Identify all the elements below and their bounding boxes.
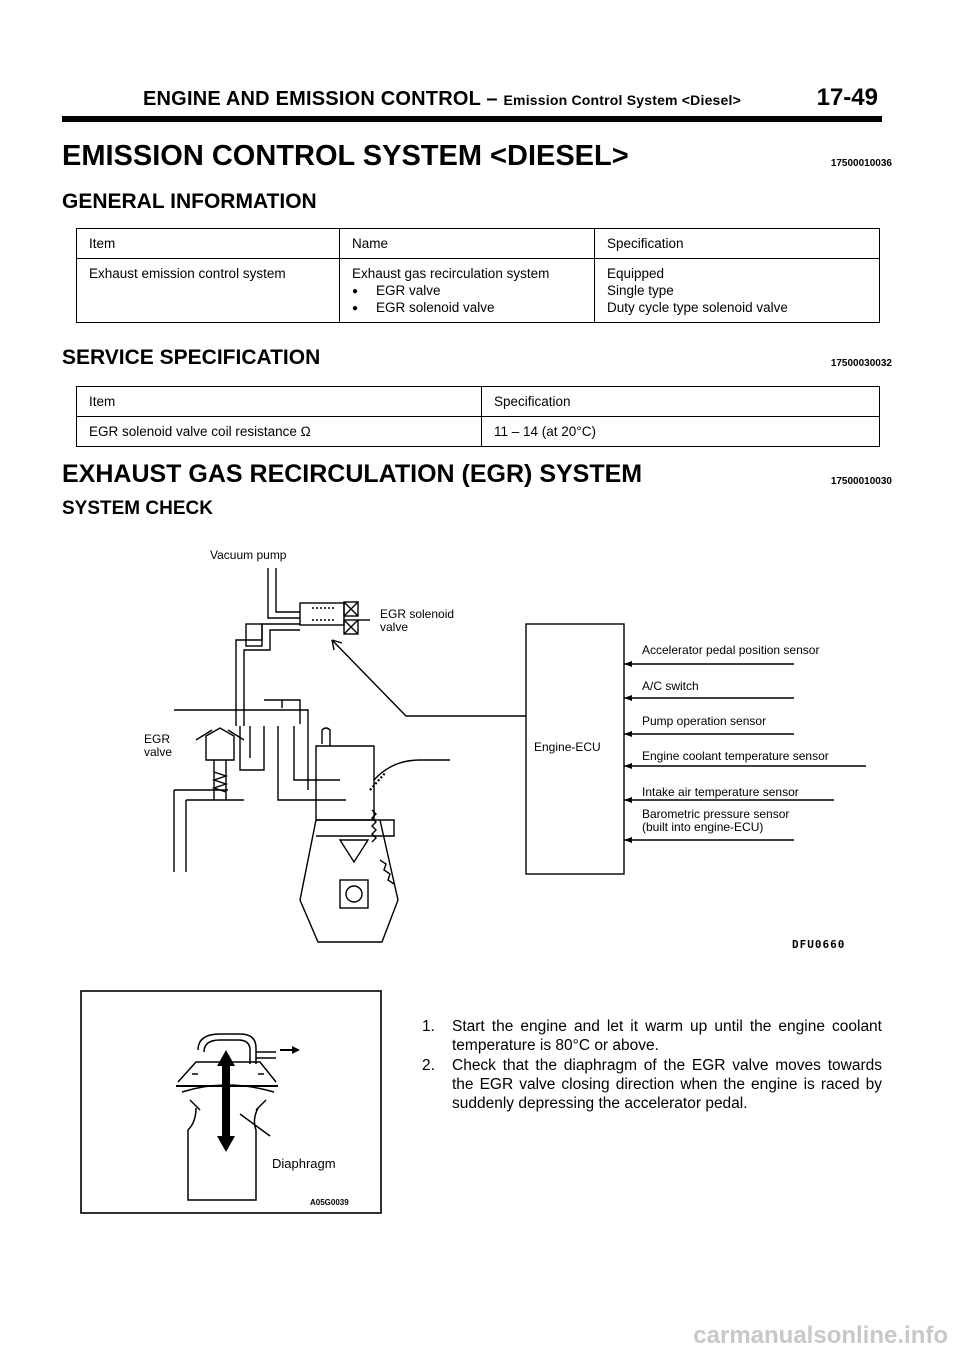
- diaphragm-label: Diaphragm: [272, 1156, 336, 1171]
- egr-solenoid-label-line2: valve: [380, 620, 409, 634]
- egr-system-heading: EXHAUST GAS RECIRCULATION (EGR) SYSTEM: [62, 460, 643, 488]
- egr-valve-label-line1: EGR: [144, 732, 171, 746]
- list-item: [422, 1017, 882, 1055]
- sensor-ac-switch: A/C switch: [642, 679, 699, 693]
- sensor-barometric-pressure: Barometric pressure sensor: [642, 807, 790, 821]
- header-subsection: Emission Control System <Diesel>: [503, 92, 741, 108]
- spec-line: Single type: [607, 283, 674, 298]
- detail-figure-code: A05G0039: [310, 1198, 349, 1207]
- bullet-egr-valve: ● EGR valve: [352, 282, 582, 299]
- cell-item: EGR solenoid valve coil resistance Ω: [77, 417, 482, 447]
- list-item: [422, 1056, 882, 1113]
- column-header: Specification: [595, 229, 880, 259]
- engine-ecu-label: Engine-ECU: [534, 740, 601, 754]
- figure-code: DFU0660: [792, 938, 846, 951]
- service-specification-code: 17500030032: [830, 358, 892, 369]
- step-number: 2.: [422, 1057, 435, 1074]
- header-dash: –: [486, 88, 498, 110]
- column-header: Item: [77, 387, 482, 417]
- bullet-egr-solenoid-valve: ● EGR solenoid valve: [352, 299, 582, 316]
- vacuum-pump-label: Vacuum pump: [210, 548, 287, 562]
- name-text: Exhaust gas recirculation system: [352, 266, 550, 281]
- service-specification-heading: SERVICE SPECIFICATION: [62, 346, 321, 369]
- column-header: Item: [77, 229, 340, 259]
- step-number: 1.: [422, 1018, 435, 1035]
- header-section: ENGINE AND EMISSION CONTROL: [143, 88, 481, 110]
- watermark: carmanualsonline.info: [693, 1322, 948, 1349]
- cell-item: Exhaust emission control system: [77, 259, 340, 323]
- diaphragm-figure: [80, 990, 382, 1216]
- step-text: Check that the diaphragm of the EGR valve moves towards the EGR valve closing direction when the engine is raced by suddenly depressing the accelerator pedal.: [452, 1057, 882, 1112]
- column-header: Specification: [482, 387, 880, 417]
- egr-system-code: 17500010030: [830, 476, 892, 487]
- sensor-barometric-pressure-note: (built into engine-ECU): [642, 820, 764, 834]
- sensor-intake-air-temperature: Intake air temperature sensor: [642, 785, 799, 799]
- egr-solenoid-label-line1: EGR solenoid: [380, 607, 455, 621]
- check-steps: [422, 1017, 882, 1114]
- egr-valve-label-line2: valve: [144, 745, 173, 759]
- sensor-accelerator-pedal: Accelerator pedal position sensor: [642, 643, 820, 657]
- page-number: 17-49: [816, 84, 878, 111]
- page-title: EMISSION CONTROL SYSTEM <DIESEL>: [62, 140, 629, 172]
- sensor-engine-coolant-temperature: Engine coolant temperature sensor: [642, 749, 829, 763]
- title-code: 17500010036: [830, 158, 892, 169]
- cell-specification: 11 – 14 (at 20°C): [482, 417, 880, 447]
- system-check-heading: SYSTEM CHECK: [62, 498, 213, 519]
- spec-line: Duty cycle type solenoid valve: [607, 300, 788, 315]
- general-information-heading: GENERAL INFORMATION: [62, 190, 317, 213]
- spec-line: Equipped: [607, 266, 665, 281]
- sensor-pump-operation: Pump operation sensor: [642, 714, 767, 728]
- column-header: Name: [340, 229, 595, 259]
- step-text: Start the engine and let it warm up until the engine coolant temperature is 80°C or above.: [452, 1018, 882, 1054]
